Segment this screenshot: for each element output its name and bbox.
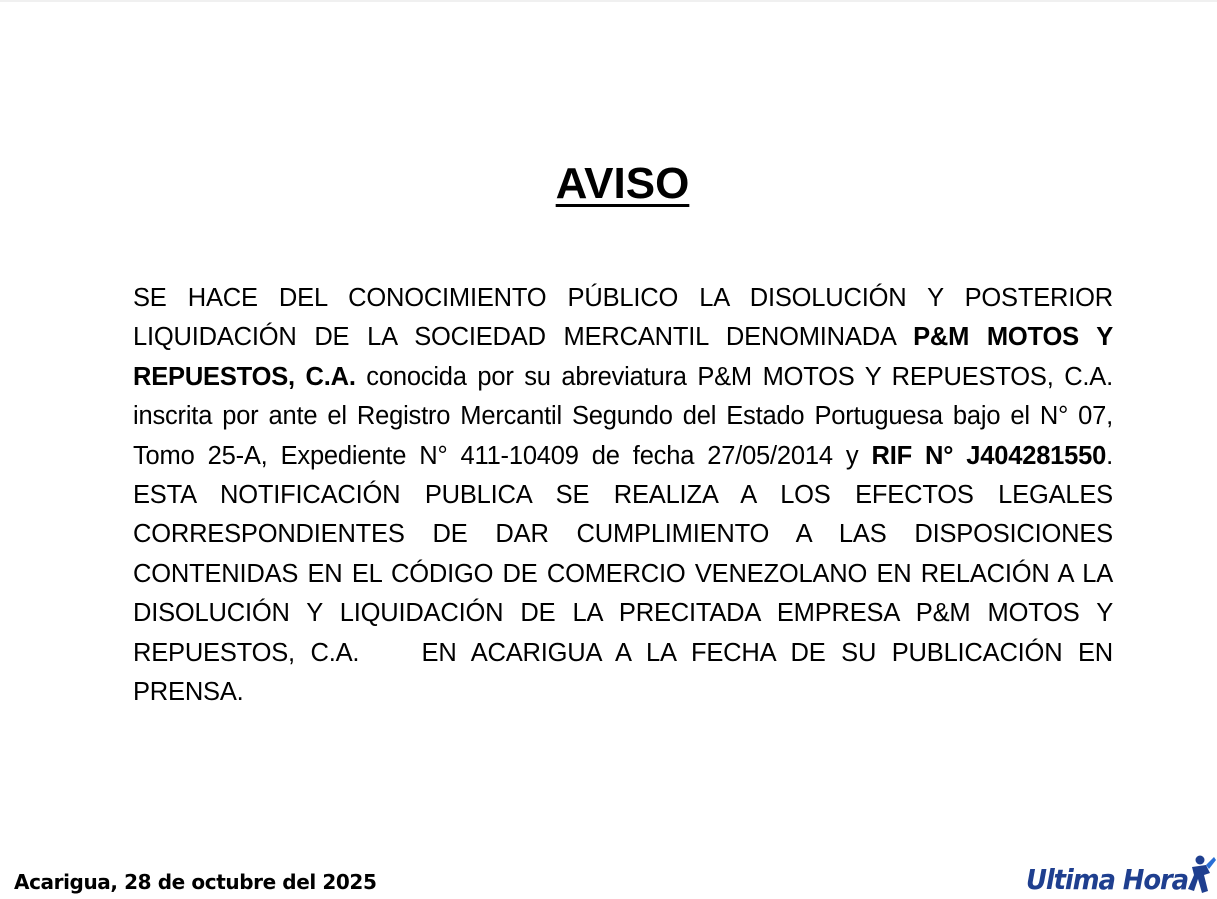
notice-body-part-2: conocida por su abreviatura P&M MOTOS Y REPUESTOS, C.A. inscrita por ante el Registro Mercantil Segundo del Estado Portuguesa bajo el N° 07, Tomo 25-A, Expediente N° 411-10409 de fecha 27/05/2014 y [133, 362, 1113, 470]
logo-figure-icon [1188, 856, 1216, 894]
notice-body [133, 279, 1120, 712]
notice-title: AVISO [555, 159, 690, 208]
company-name: P&M MOTOS Y REPUESTOS, C.A. [133, 323, 1114, 391]
notice-body-part-1: SE HACE DEL CONOCIMIENTO PÚBLICO LA DISOLUCIÓN Y POSTERIOR LIQUIDACIÓN DE LA SOCIEDAD MERCANTIL DENOMINADA [133, 284, 1113, 352]
ultima-hora-logo [1024, 851, 1216, 897]
logo-wordmark: Ultima Hora [1026, 863, 1189, 896]
page-top-edge [0, 0, 1217, 2]
rif-number: RIF N° J404281550 [871, 441, 1107, 470]
notice-body-part-3: . ESTA NOTIFICACIÓN PUBLICA SE REALIZA A LOS EFECTOS LEGALES CORRESPONDIENTES DE DAR CUMPLIMIENTO A LAS DISPOSICIONES CONTENIDAS EN EL CÓDIGO DE COMERCIO VENEZOLANO EN RELACIÓN A LA DISOLUCIÓN Y LIQUIDACIÓN DE LA PRECITADA EMPRESA P&M MOTOS Y REPUESTOS, C.A. EN ACARIGUA A LA FECHA DE SU PUBLICACIÓN EN PRENSA. [133, 441, 1120, 707]
dateline: Acarigua, 28 de octubre del 2025 [14, 870, 377, 894]
